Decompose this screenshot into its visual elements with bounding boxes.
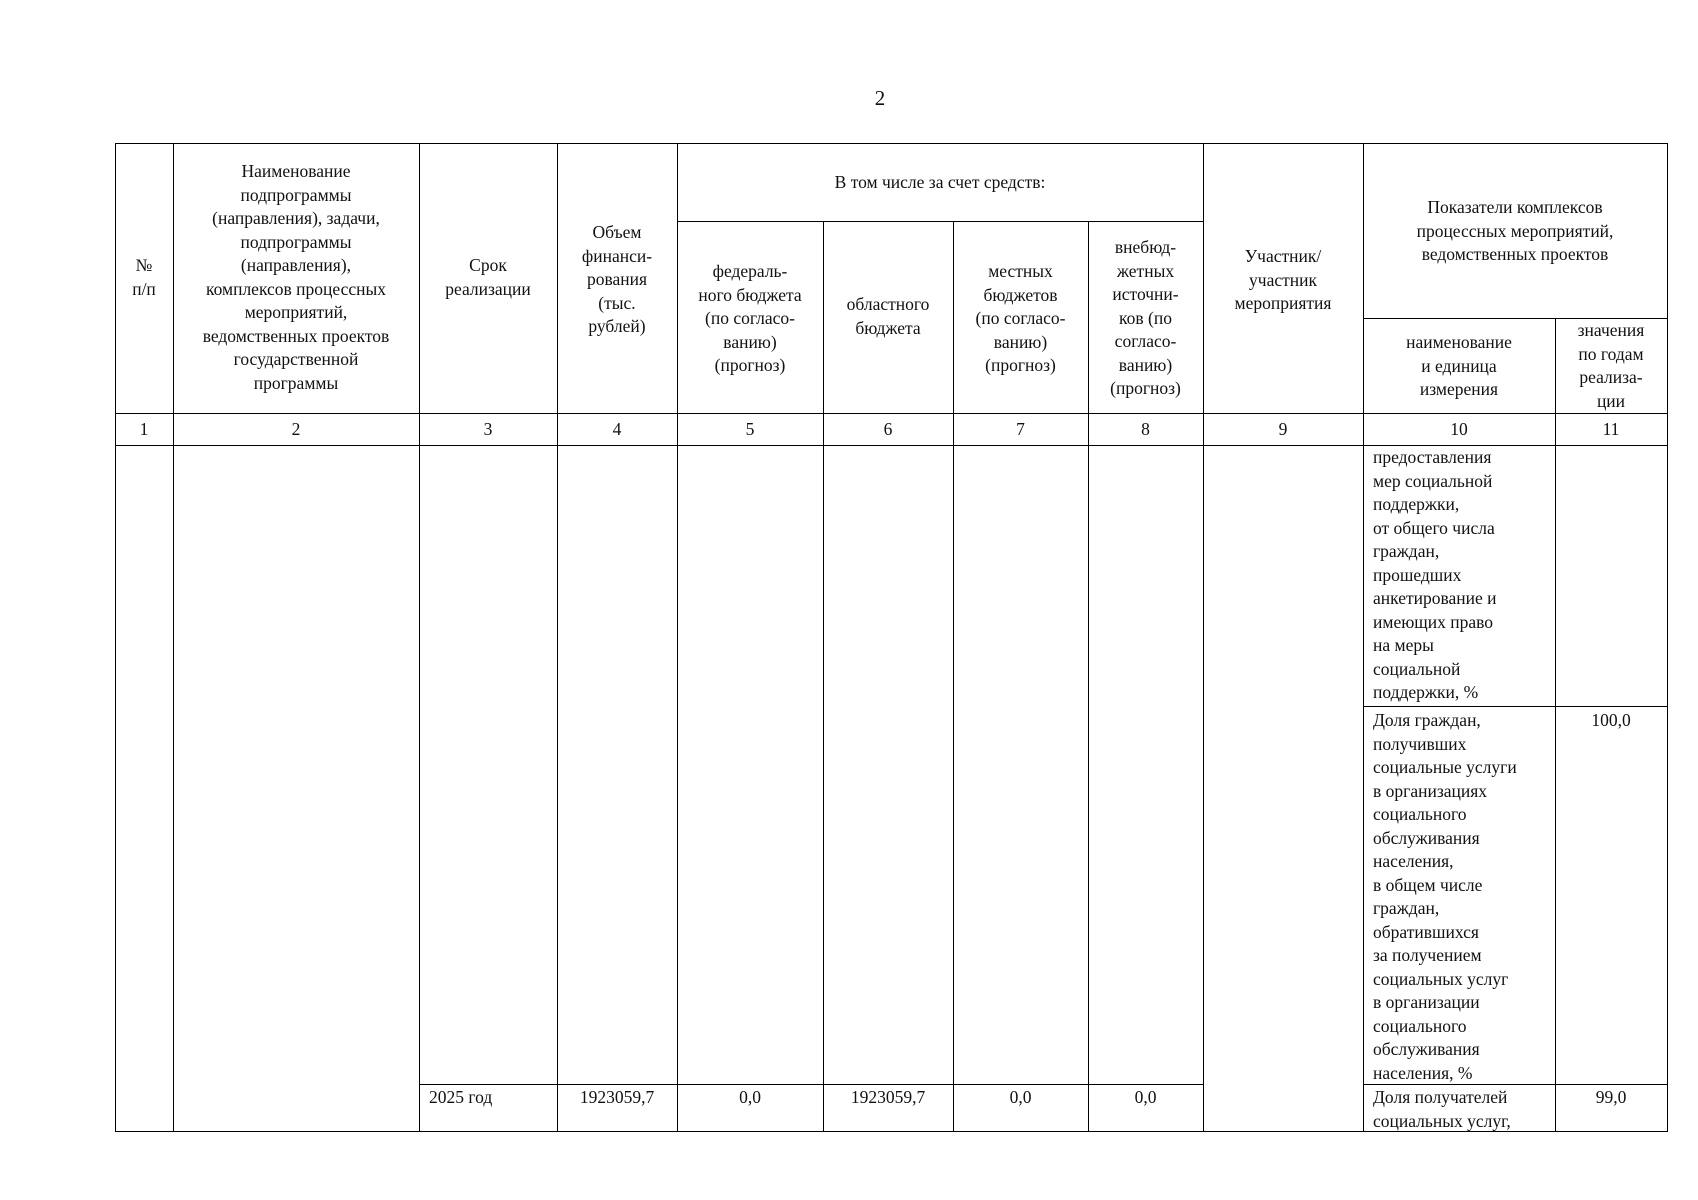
row-2025-top-line: [419, 1084, 1203, 1085]
indicator-name-1: предоставления мер социальной поддержки, от общего числа граждан, прошедших анкетирование и имеющих право на меры социальной поддержки, %: [1373, 447, 1497, 702]
indicator-value-3: 99,0: [1595, 1087, 1627, 1107]
header-period: Срок реализации: [445, 255, 531, 299]
header-bottom-line: [115, 413, 1667, 414]
row-2025-federal-budget: 0,0: [739, 1087, 761, 1107]
program-table: [115, 143, 1667, 1132]
row-2025-extrabudgetary: 0,0: [1134, 1087, 1157, 1107]
indicator-name-3: Доля получателей социальных услуг,: [1373, 1087, 1511, 1131]
header-local-budgets: местных бюджетов (по согласо- ванию) (прогноз): [975, 261, 1066, 375]
row-2025-local-budgets: 0,0: [1009, 1087, 1032, 1107]
header-participant: Участник/ участник мероприятия: [1234, 246, 1332, 313]
row-2025-period: 2025 год: [429, 1087, 493, 1107]
indicator-divider-1: [1363, 706, 1667, 707]
column-number-9: 9: [1278, 419, 1288, 439]
indicator-name-2: Доля граждан, получивших социальные услуги в организациях социального обслуживания населения, в общем числе граждан, обратившихся за получением социальных услуг в организации социального обслуживания населения, %: [1373, 710, 1517, 1083]
table-border-top: [115, 143, 1667, 144]
column-number-4: 4: [612, 419, 622, 439]
col-divider-9: [1363, 143, 1364, 1132]
header-extrabudgetary-sources: внебюд- жетных источни- ков (по согласо- ванию) (прогноз): [1110, 237, 1181, 398]
column-number-8: 8: [1141, 419, 1150, 439]
header-federal-budget: федераль- ного бюджета (по согласо- ванию) (прогноз): [698, 261, 802, 375]
header-subprogram-name: Наименование подпрограммы (направления), задачи, подпрограммы (направления), комплексов процессных мероприятий, ведомственных проектов государственной программы: [202, 161, 390, 393]
row-2025-total-funding: 1923059,7: [579, 1087, 655, 1107]
header-funding-volume: Объем финанси- рования (тыс. рублей): [581, 222, 653, 336]
column-number-5: 5: [745, 419, 755, 439]
header-row-number: № п/п: [132, 255, 156, 299]
column-number-6: 6: [883, 419, 893, 439]
indicator-value-2: 100,0: [1591, 710, 1631, 730]
column-number-3: 3: [483, 419, 493, 439]
column-number-7: 7: [1016, 419, 1025, 439]
header-divider-funding: [677, 221, 1203, 222]
header-indicator-values: значения по годам реализа- ции: [1577, 320, 1645, 411]
header-regional-budget: областного бюджета: [846, 294, 930, 338]
column-number-10: 10: [1450, 419, 1468, 439]
table-border-right: [1667, 143, 1668, 1132]
page-number: 2: [874, 86, 886, 110]
column-number-2: 2: [291, 419, 301, 439]
column-number-1: 1: [139, 419, 149, 439]
column-number-11: 11: [1602, 419, 1620, 439]
header-indicators-group: Показатели комплексов процессных мероприятий, ведомственных проектов: [1416, 197, 1614, 264]
header-indicator-name-unit: наименование и единица измерения: [1406, 332, 1512, 399]
col-divider-5: [823, 221, 824, 1132]
header-funding-sources-group: В том числе за счет средств:: [834, 172, 1046, 192]
row-2025-regional-budget: 1923059,7: [850, 1087, 926, 1107]
